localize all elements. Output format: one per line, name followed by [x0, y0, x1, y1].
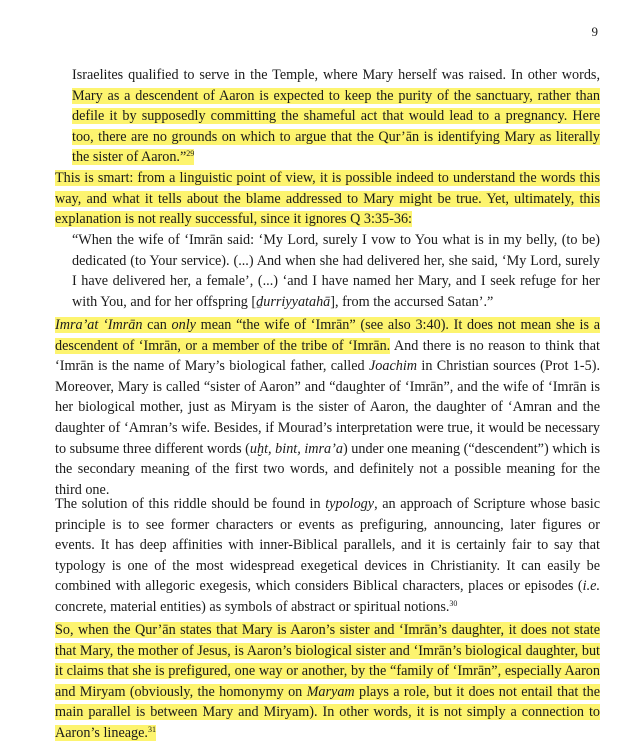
- p6-highlight: [55, 622, 600, 741]
- paragraph-5: [55, 494, 600, 618]
- p4-text-e: And there is no reason to think that ‘Imrān is the name of Mary’s biological father, called: [55, 337, 600, 375]
- p1-highlight: [72, 88, 600, 166]
- footnote-31[interactable]: 31: [147, 724, 156, 734]
- p4-text-b: can: [142, 317, 172, 333]
- paragraph-4: [55, 315, 600, 500]
- p4-text-d: mean “the wife of ‘Imrān” (see also 3:40). It does not mean she is a descendent of ‘Imrān, or a member of the tribe of ‘Imrān.: [55, 317, 600, 354]
- p5-term-ie: i.e.: [582, 578, 600, 595]
- page-number: 9: [591, 24, 598, 39]
- p4-text-i: ) under one meaning (“descendent”) which is the secondary meaning of the first two words, and definitely not a possible meaning for the third one.: [55, 440, 600, 498]
- p5-text-e: concrete, material entities) as symbols of abstract or spiritual notions.: [55, 598, 450, 615]
- p6-text-c: plays a role, but it does not entail that the main parallel is between Mary and Miryam). In other words, it is not simply a connection to Aaron’s lineage.: [55, 683, 600, 741]
- paragraph-2: [55, 168, 600, 230]
- paragraph-1: [72, 65, 600, 168]
- p3-arabic-term: ḏurriyyatahā: [256, 293, 331, 310]
- p5-text-c: , an approach of Scripture whose basic principle is to see former characters or events as prefiguring, announcing, later figures or events. It has deep affinities with inner-Biblical parallels, and it is certainly fair to say that typology is one of the most widespread exegetical devices in Christianity. It can easily be combined with allegoric exegesis, which considers Biblical characters, places or episodes (: [55, 496, 601, 595]
- p1-text-plain: Israelites qualified to serve in the Temple, where Mary herself was raised. In other words,: [72, 67, 600, 83]
- p4-term-joachim: Joachim: [368, 358, 418, 375]
- p6-term-maryam: Maryam: [306, 683, 355, 700]
- p6-text-a: So, when the Qur’ān states that Mary is Aaron’s sister and ‘Imrān’s daughter, it does not state that Mary, the mother of Jesus, is Aaron’s biological sister and ‘Imrān’s biological daughter, but it claims that she is prefigured, one way or another, by the “family of ‘Imrān”, especially Aaron and Miryam (obviously, the homonymy on: [55, 622, 600, 700]
- p3-text: “When the wife of ‘Imrān said: ‘My Lord, surely I vow to You what is in my belly, (to be) dedicated (to Your service). (...) And when she had delivered her, she said, ‘My Lord, surely I have delivered her, a female’, (...) ‘and I have named her Mary, and I seek refuge for her with You, and for her offspring [: [72, 232, 600, 310]
- p4-terms-arabic: uḫt, bint, imra’a: [249, 440, 343, 457]
- paragraph-6: [55, 620, 600, 744]
- p2-highlight: This is smart: from a linguistic point of view, it is possible indeed to understand the words this way, and what it tells about the blame addressed to Mary might be true. Yet, ultimately, this explanation is not really successful, since it ignores Q 3:35-36:: [55, 170, 600, 228]
- p4-term-imraat: Imra’at ‘Imrān: [55, 317, 143, 333]
- p5-text-a: The solution of this riddle should be found in: [55, 496, 326, 512]
- p1-highlight-text: Mary as a descendent of Aaron is expected to keep the purity of the sanctuary, rather than defile it by supposedly committing the shameful act that would lead to a pregnancy. Here too, there are no grounds on which to argue that the Qur’ān is identifying Mary as literally the sister of Aaron.”: [72, 87, 600, 166]
- p4-text-g: in Christian sources (Prot 1-5). Moreover, Mary is called “sister of Aaron” and “daughter of ‘Imrān”, and the wife of ‘Imrān is her biological mother, just as Miryam is the sister of Aaron, the daughter of ‘Amran and the daughter of ‘Amran’s wife. Besides, if Mourad’s interpretation were true, it would be necessary to subsume three different words (: [55, 358, 600, 457]
- p5-term-typology: typology: [325, 496, 375, 512]
- footnote-30[interactable]: 30: [449, 598, 458, 608]
- p3-text-end: ], from the accursed Satan’.”: [330, 293, 494, 310]
- paragraph-3-quote: [72, 230, 600, 312]
- p4-text-only: only: [171, 317, 196, 333]
- footnote-29[interactable]: 29: [186, 149, 195, 159]
